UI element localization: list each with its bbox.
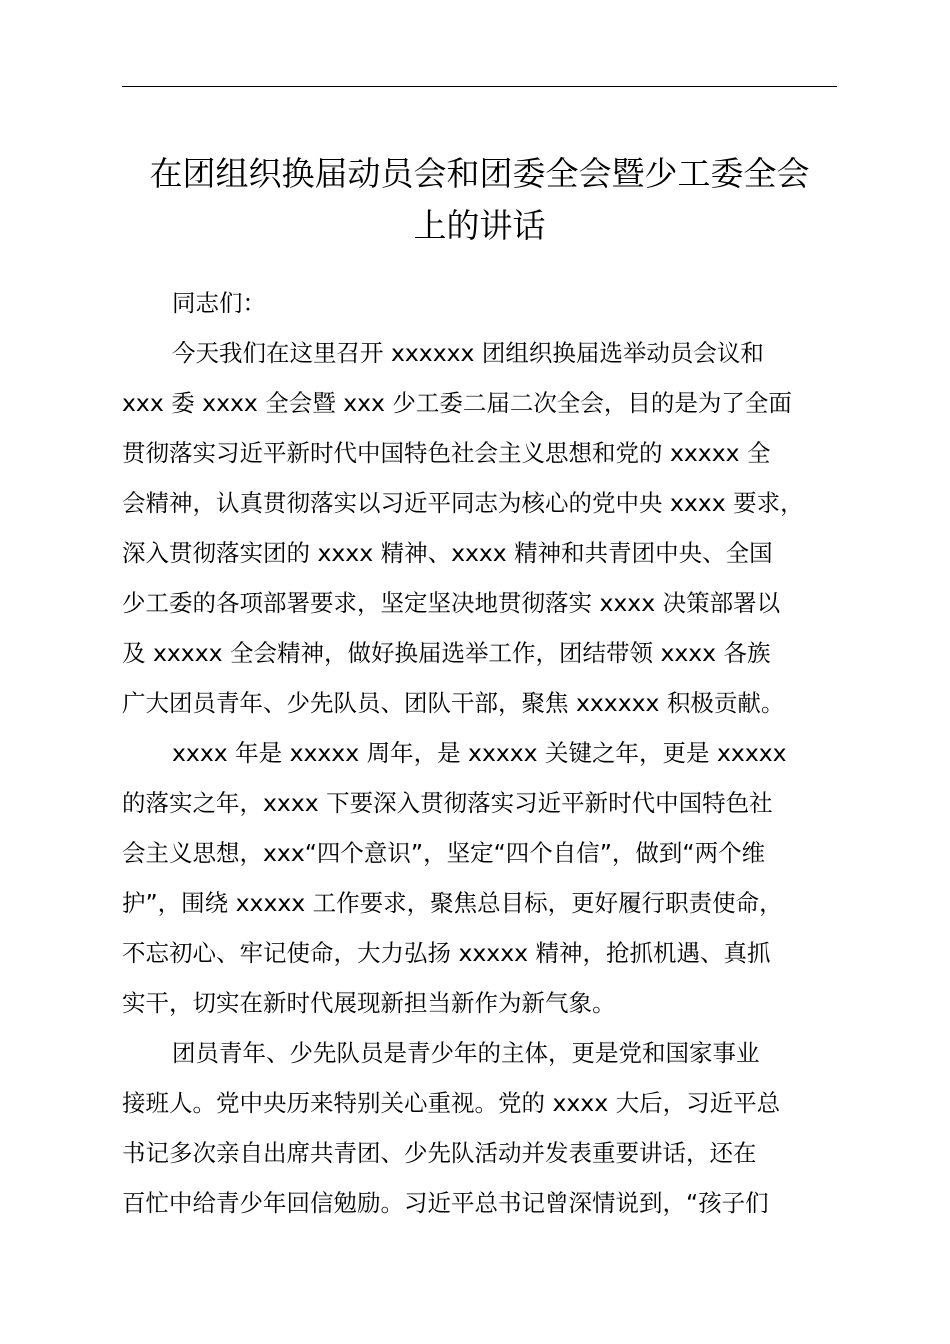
page-title (122, 148, 837, 252)
text-line: 护”，围绕 xxxxx 工作要求，聚焦总目标，更好履行职责使命， (122, 889, 783, 917)
title-line-2: 上的讲话 (413, 206, 546, 245)
salutation: 同志们： (172, 289, 266, 317)
text-line: 贯彻落实习近平新时代中国特色社会主义思想和党的 xxxxx 全 (122, 439, 771, 467)
text-line: xxx 委 xxxx 全会暨 xxx 少工委二届二次全会，目的是为了全面 (122, 389, 792, 417)
text-line: 不忘初心、牢记使命，大力弘扬 xxxxx 精神，抢抓机遇、真抓 (122, 939, 771, 967)
text-line: 深入贯彻落实团的 xxxx 精神、xxxx 精神和共青团中央、全国 (122, 539, 773, 567)
paragraph-3 (122, 1028, 837, 1228)
text-line: xxxx 年是 xxxxx 周年，是 xxxxx 关键之年，更是 xxxxx (172, 739, 787, 767)
text-line: 接班人。党中央历来特别关心重视。党的 xxxx 大后，习近平总 (122, 1089, 781, 1117)
text-line: 书记多次亲自出席共青团、少先队活动并发表重要讲话，还在 (122, 1139, 757, 1167)
text-line: 广大团员青年、少先队员、团队干部，聚焦 xxxxxx 积极贡献。 (122, 689, 785, 717)
text-line: 团员青年、少先队员是青少年的主体，更是党和国家事业 (172, 1039, 760, 1067)
document-body (122, 278, 837, 1228)
text-line: 及 xxxxx 全会精神，做好换届选举工作，团结带领 xxxx 各族 (122, 639, 771, 667)
text-line: 少工委的各项部署要求，坚定坚决地贯彻落实 xxxx 决策部署以 (122, 589, 781, 617)
header-rule (122, 86, 837, 87)
paragraph-2 (122, 728, 837, 1028)
title-line-1: 在团组织换届动员会和团委全会暨少工委全会 (149, 154, 810, 193)
text-line: 今天我们在这里召开 xxxxxx 团组织换届选举动员会议和 (172, 339, 764, 367)
text-line: 实干，切实在新时代展现新担当新作为新气象。 (122, 989, 616, 1017)
paragraph-1 (122, 328, 837, 728)
text-line: 会精神，认真贯彻落实以习近平同志为核心的党中央 xxxx 要求， (122, 489, 804, 517)
text-line: 会主义思想，xxx“四个意识”，坚定“四个自信”，做到“两个维 (122, 839, 766, 867)
text-line: 的落实之年，xxxx 下要深入贯彻落实习近平新时代中国特色社 (122, 789, 773, 817)
text-line: 百忙中给青少年回信勉励。习近平总书记曾深情说到，“孩子们 (122, 1189, 769, 1217)
